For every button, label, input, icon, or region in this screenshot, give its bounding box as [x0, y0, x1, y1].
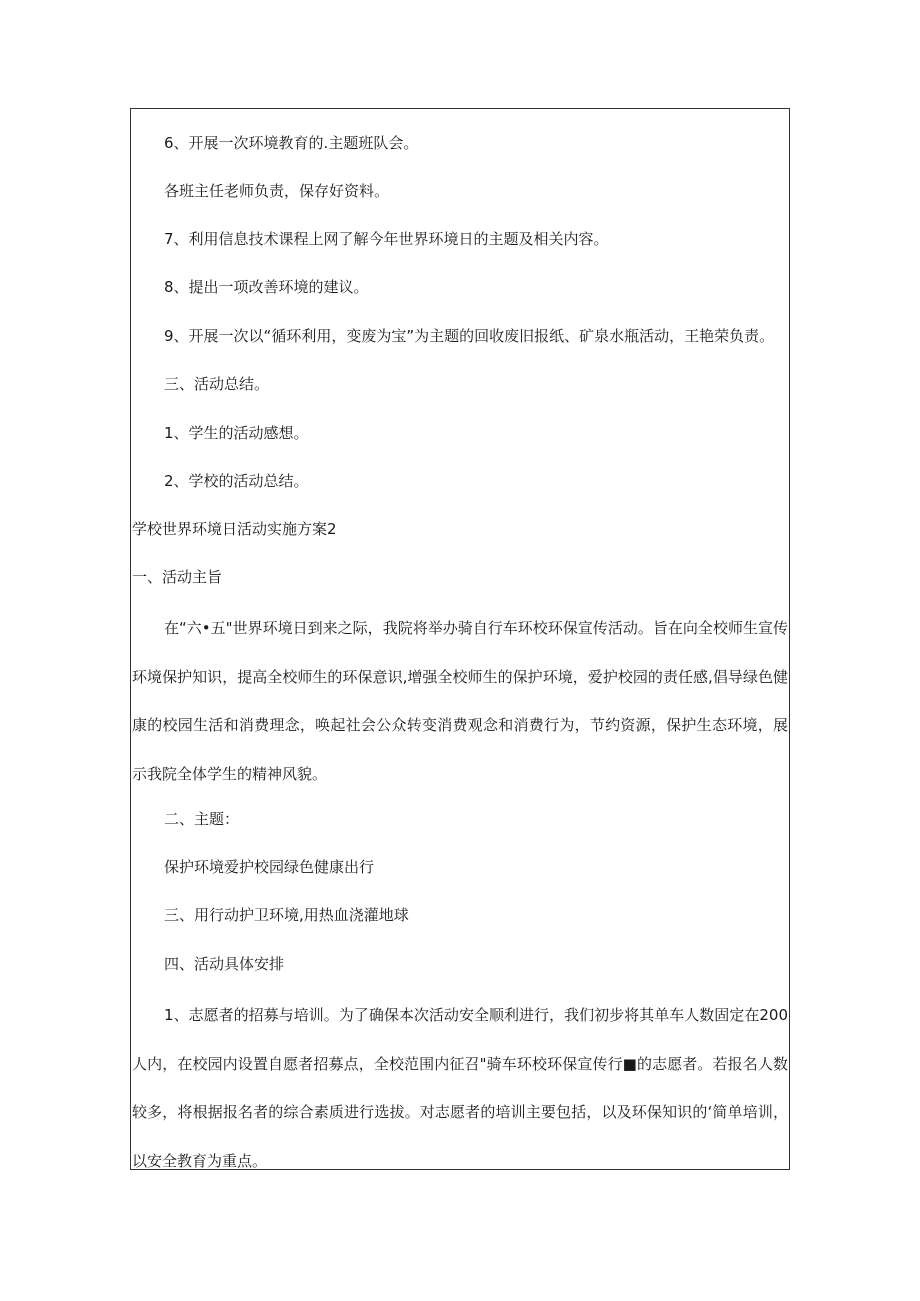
section-purpose-heading: 一、活动主旨 [132, 568, 223, 586]
theme-text: 保护环境爱护校园绿色健康出行 [164, 858, 375, 876]
summary-item-2: 2、学校的活动总结。 [164, 472, 309, 490]
volunteer-paragraph: 1、志愿者的招募与培训。为了确保本次活动安全顺利进行，我们初步将其单车人数固定在200人内，在校园内设置自愿者招募点，全校范围内征召"骑车环校环保宣传行■的志愿者。若报名人数较多，将根据报名者的综合素质进行选拔。对志愿者的培训主要包括，以及环保知识的‘简单培训，以安全教育为重点。 [132, 1006, 788, 1170]
section-summary-heading: 三、活动总结。 [164, 375, 270, 393]
summary-item-1: 1、学生的活动感想。 [164, 424, 309, 442]
item-6: 6、开展一次环境教育的.主题班队会。 [164, 134, 419, 152]
item-7: 7、利用信息技术课程上网了解今年世界环境日的主题及相关内容。 [164, 230, 609, 248]
section-arrangement-heading: 四、活动具体安排 [164, 955, 285, 973]
item-8: 8、提出一项改善环境的建议。 [164, 278, 369, 296]
item-9: 9、开展一次以“循环利用，变废为宝”为主题的回收废旧报纸、矿泉水瓶活动，王艳荣负责。 [164, 327, 775, 345]
section-theme-heading: 二、主题： [164, 810, 240, 828]
item-6-note: 各班主任老师负责，保存好资料。 [164, 182, 390, 200]
section-three-heading: 三、用行动护卫环境,用热血浇灌地球 [164, 906, 409, 924]
document-title: 学校世界环境日活动实施方案2 [132, 520, 337, 538]
purpose-paragraph: 在“六•五"世界环境日到来之际，我院将举办骑自行车环校环保宣传活动。旨在向全校师生宣传环境保护知识，提高全校师生的环保意识,增强全校师生的保护环境，爱护校园的责任感,倡导绿色健康的校园生活和消费理念，唤起社会公众转变消费观念和消费行为，节约资源，保护生态环境，展示我院全体学生的精神风貌。 [132, 619, 788, 783]
